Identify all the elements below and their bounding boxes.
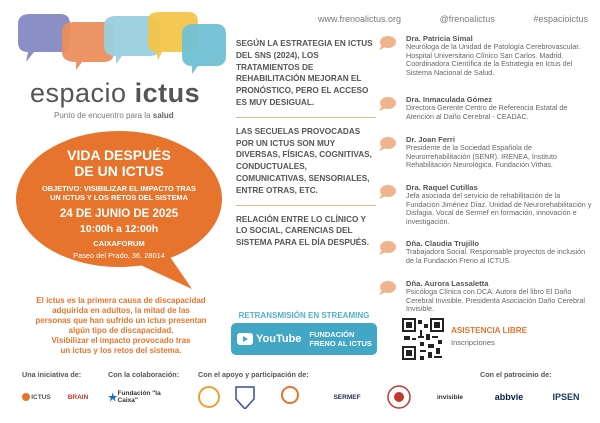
event-address: Paseo del Prado, 36. 28014	[73, 251, 165, 260]
event-objective-line1: OBJETIVO: VISIBILIZAR EL IMPACTO TRAS	[42, 184, 196, 193]
star-icon	[108, 392, 118, 402]
intro-line: un ictus y los retos del sistema.	[60, 346, 182, 355]
speaker-name: Dña. Aurora Lassaletta	[406, 279, 489, 288]
event-bubble	[16, 131, 222, 291]
intro-text	[10, 296, 232, 356]
sen-logo	[196, 382, 222, 412]
youtube-logo	[237, 333, 301, 345]
streaming-label: RETRANSMISIÓN EN STREAMING	[238, 311, 370, 320]
youtube-play-icon	[237, 333, 253, 345]
invisible-logo-text: invisible	[436, 393, 463, 401]
youtube-channel-name	[309, 330, 372, 348]
event-objective-line2: UN ICTUS Y LOS RETOS DEL SISTEMA	[50, 193, 188, 202]
intro-line: Visibilizar el impacto provocado tras	[51, 336, 191, 345]
middle-column	[236, 38, 376, 249]
strategy-paragraph: SEGÚN LA ESTRATEGIA EN ICTUS DEL SNS (2024), LOS TRATAMIENTOS DE REHABILITACIÓN MEJORAN EL PRONÓSTICO, PERO EL ACCESO ES MUY DESIGUAL.	[236, 39, 373, 107]
tagline-pre: Punto de encuentro para la	[54, 111, 151, 120]
speaker-description: Jefa asociada del servicio de rehabilitación de la Fundación Jiménez Díaz. Unidad de Neurorehabilitación y Disfagia. Vocal de Sermef en formación, innovación e investigación.	[406, 191, 592, 226]
abbvie-logo-text: abbvie	[494, 392, 524, 402]
qr-code-icon[interactable]	[402, 318, 444, 360]
sequelae-paragraph: LAS SECUELAS PROVOCADAS POR UN ICTUS SON MUY DIVERSAS, FÍSICAS, COGNITIVAS, CONDUCTUALES, COMUNICATIVAS, SENSORIALES, ENTRE OTRAS, ETC.	[236, 126, 372, 195]
speech-bubble-icon	[378, 97, 396, 111]
support-label: Con el apoyo y participación de:	[198, 370, 309, 379]
speaker-name: Dra. Inmaculada Gómez	[406, 95, 493, 104]
brand-wordmark	[30, 78, 200, 109]
caixa-logo	[108, 382, 180, 412]
head-profile-icon	[279, 385, 301, 409]
event-time: 10:00h a 12:00h	[79, 223, 159, 235]
registration-title: ASISTENCIA LIBRE	[451, 326, 528, 335]
geecv-logo	[232, 382, 258, 412]
speech-bubble-icon	[378, 281, 396, 295]
invisible-logo	[426, 382, 474, 412]
speech-bubble-icon	[378, 137, 396, 151]
event-objective	[34, 184, 204, 202]
sermef-logo-text: SERMEF	[333, 393, 361, 401]
logo-bubbles-icon	[12, 12, 228, 88]
event-title	[16, 147, 222, 179]
speaker-name: Dra. Raquel Cutillas	[406, 183, 478, 192]
speech-bubble-icon	[378, 241, 396, 255]
speaker-description: Psicóloga Clínica con DCA. Autora del libro El Daño Cerebral Invisible. Presidenta Asociación Daño Cerebral Invisible.	[406, 287, 585, 314]
social-handle[interactable]: @frenoalictus	[439, 14, 495, 24]
sen-circle-icon	[198, 386, 220, 408]
intro-line: El ictus es la primera causa de discapacidad	[36, 296, 206, 305]
neuro-rehab-logo	[268, 382, 312, 412]
clinical-social-paragraph: RELACIÓN ENTRE LO CLÍNICO Y LO SOCIAL, CARENCIAS DEL SISTEMA PARA EL DÍA DESPUÉS.	[236, 214, 369, 248]
dano-cerebral-logo	[382, 382, 416, 412]
sermef-logo	[322, 382, 372, 412]
shield-icon	[234, 385, 256, 409]
foundation-line1: FUNDACIÓN	[309, 330, 355, 339]
hashtag[interactable]: #espacioictus	[533, 14, 588, 24]
speaker-name: Dra. Patricia Simal	[406, 34, 473, 43]
ictus-logo-text: ICTUS	[31, 393, 51, 401]
intro-line: algún tipo de discapacidad.	[68, 326, 174, 335]
caixa-logo-text: Fundación "la Caixa"	[117, 390, 161, 404]
event-date: 24 DE JUNIO DE 2025	[59, 208, 179, 220]
speaker-description: Trabajadora Social. Responsable proyectos de inclusión de la Fundación Freno al ICTUS.	[406, 247, 586, 265]
speaker-description: Presidente de la Sociedad Española de Neurorrehabilitación (SENR). IRENEA, Instituto Rehabilitación Neurológica. Fundación Vithas.	[406, 143, 557, 170]
sponsor-label: Con el patrocinio de:	[480, 370, 552, 379]
youtube-stream-button[interactable]	[231, 323, 377, 355]
speaker-name: Dña. Claudia Trujillo	[406, 239, 479, 248]
event-venue: CAIXAFORUM	[93, 239, 145, 248]
intro-line: personas que han sufrido un ictus presentan	[35, 316, 207, 325]
website-link[interactable]: www.frenoalictus.org	[318, 14, 402, 24]
youtube-label: YouTube	[256, 333, 302, 345]
brand-word-light: espacio	[30, 78, 127, 108]
brand-word-bold: ictus	[134, 78, 201, 108]
tagline-bold: salud	[152, 111, 174, 120]
brain-icon	[21, 392, 31, 402]
speaker-name: Dr. Joan Ferri	[406, 135, 455, 144]
header-links	[318, 14, 588, 24]
speech-bubble-icon	[378, 36, 396, 50]
divider	[236, 205, 376, 206]
ipsen-logo-text: IPSEN	[552, 392, 580, 402]
event-title-line1: VIDA DESPUÉS	[67, 147, 171, 163]
brain-logo	[60, 382, 96, 412]
event-title-line2: DE UN ICTUS	[74, 163, 164, 179]
ipsen-logo	[542, 382, 590, 412]
speech-bubble-icon	[378, 185, 396, 199]
foundation-line2: FRENO AL ICTUS	[309, 339, 372, 348]
collaboration-label: Con la colaboración:	[108, 370, 180, 379]
intro-line: adquirida en adultos, la mitad de las	[52, 306, 190, 315]
registration-link[interactable]: Inscripciones	[451, 338, 495, 347]
divider	[236, 117, 376, 118]
brand-tagline	[54, 111, 174, 120]
initiative-label: Una iniciativa de:	[22, 370, 82, 379]
circle-seal-icon	[386, 384, 412, 410]
ictus-logo	[18, 382, 54, 412]
abbvie-logo	[484, 382, 534, 412]
brain-logo-text: BRAIN	[67, 393, 89, 401]
speaker-description: Directora Gerente Centro de Referencia Estatal de Atención al Daño Cerebral - CEADAC.	[406, 103, 568, 121]
speaker-description: Neuróloga de la Unidad de Patología Cerebrovascular. Hospital Universitario Clínico San Carlos. Madrid. Coordinadora Científica de la Estrategia en Ictus del Sistema Nacional de Salud.	[406, 42, 581, 77]
